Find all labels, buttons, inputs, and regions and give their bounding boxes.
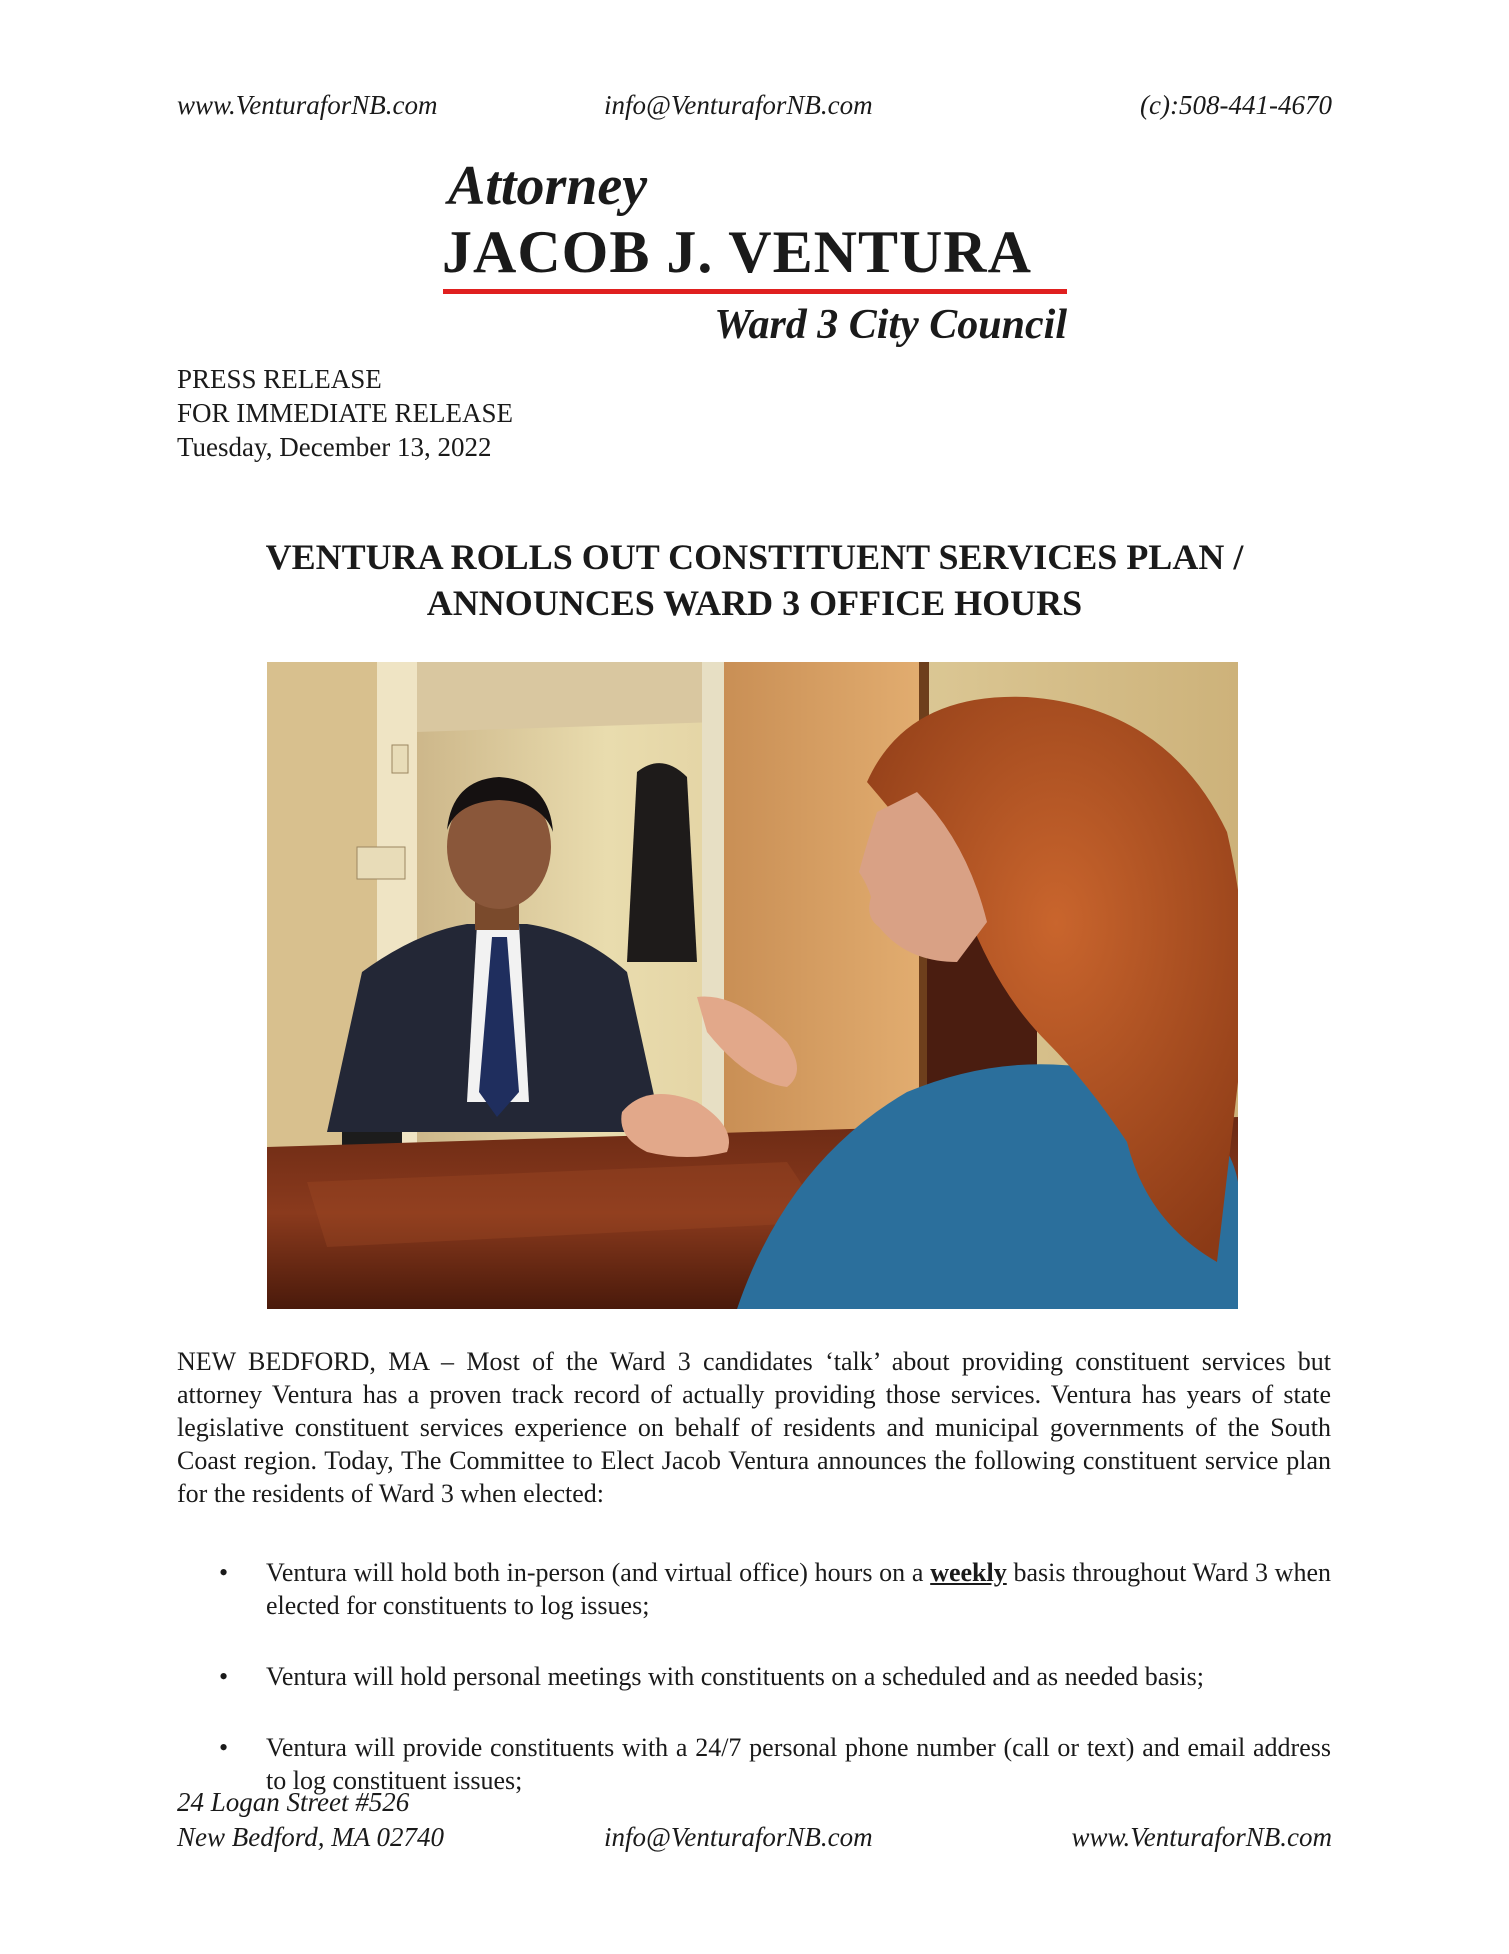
bullet-phone-email: Ventura will provide constituents with a 24/7 personal phone number (call or text) and email address to log constituent issues;: [266, 1733, 1331, 1795]
headline-line-1: VENTURA ROLLS OUT CONSTITUENT SERVICES PLAN /: [265, 537, 1244, 577]
bullet-text-part: basis throughout Ward 3 when elected for constituents to log issues;: [266, 1558, 1331, 1620]
list-item: [177, 1556, 1331, 1622]
footer-address-line-2: New Bedford, MA 02740: [177, 1822, 444, 1852]
bullet-marker: •: [219, 1733, 229, 1762]
bullet-weekly-hours: [266, 1556, 1331, 1622]
logo-subtitle: Ward 3 City Council: [714, 302, 1067, 348]
bullet-personal-meetings: Ventura will hold personal meetings with constituents on a scheduled and as needed basis;: [266, 1662, 1204, 1691]
intro-paragraph: NEW BEDFORD, MA – Most of the Ward 3 candidates ‘talk’ about providing constituent services but attorney Ventura has a proven track record of actually providing those services. Ventura has years of state legislative constituent services experience on behalf of residents and municipal governments of the South Coast region. Today, The Committee to Elect Jacob Ventura announces the following constituent service plan for the residents of Ward 3 when elected:: [177, 1347, 1331, 1508]
list-item: [177, 1660, 1331, 1693]
headline: [0, 534, 1509, 626]
header-website[interactable]: www.VenturaforNB.com: [177, 90, 438, 120]
press-release-label: PRESS RELEASE: [177, 364, 382, 394]
footer-email[interactable]: info@VenturaforNB.com: [604, 1822, 873, 1852]
header-phone: (c):508-441-4670: [1140, 90, 1332, 120]
footer-address-line-1: 24 Logan Street #526: [177, 1787, 410, 1817]
immediate-release-label: FOR IMMEDIATE RELEASE: [177, 398, 513, 428]
meeting-photo: [267, 662, 1238, 1309]
bullet-text-part: Ventura will hold both in-person (and virtual office) hours on a: [266, 1558, 931, 1587]
bullet-marker: •: [219, 1558, 229, 1587]
header-email[interactable]: info@VenturaforNB.com: [604, 90, 873, 120]
logo-name: JACOB J. VENTURA: [442, 219, 1032, 285]
logo-title: Attorney: [448, 155, 648, 217]
headline-line-2: ANNOUNCES WARD 3 OFFICE HOURS: [426, 583, 1083, 623]
emphasis-weekly: weekly: [930, 1558, 1007, 1587]
bullet-marker: •: [219, 1662, 229, 1691]
release-date: Tuesday, December 13, 2022: [177, 432, 492, 462]
footer-website[interactable]: www.VenturaforNB.com: [1071, 1822, 1332, 1852]
logo-underline: [443, 289, 1067, 294]
